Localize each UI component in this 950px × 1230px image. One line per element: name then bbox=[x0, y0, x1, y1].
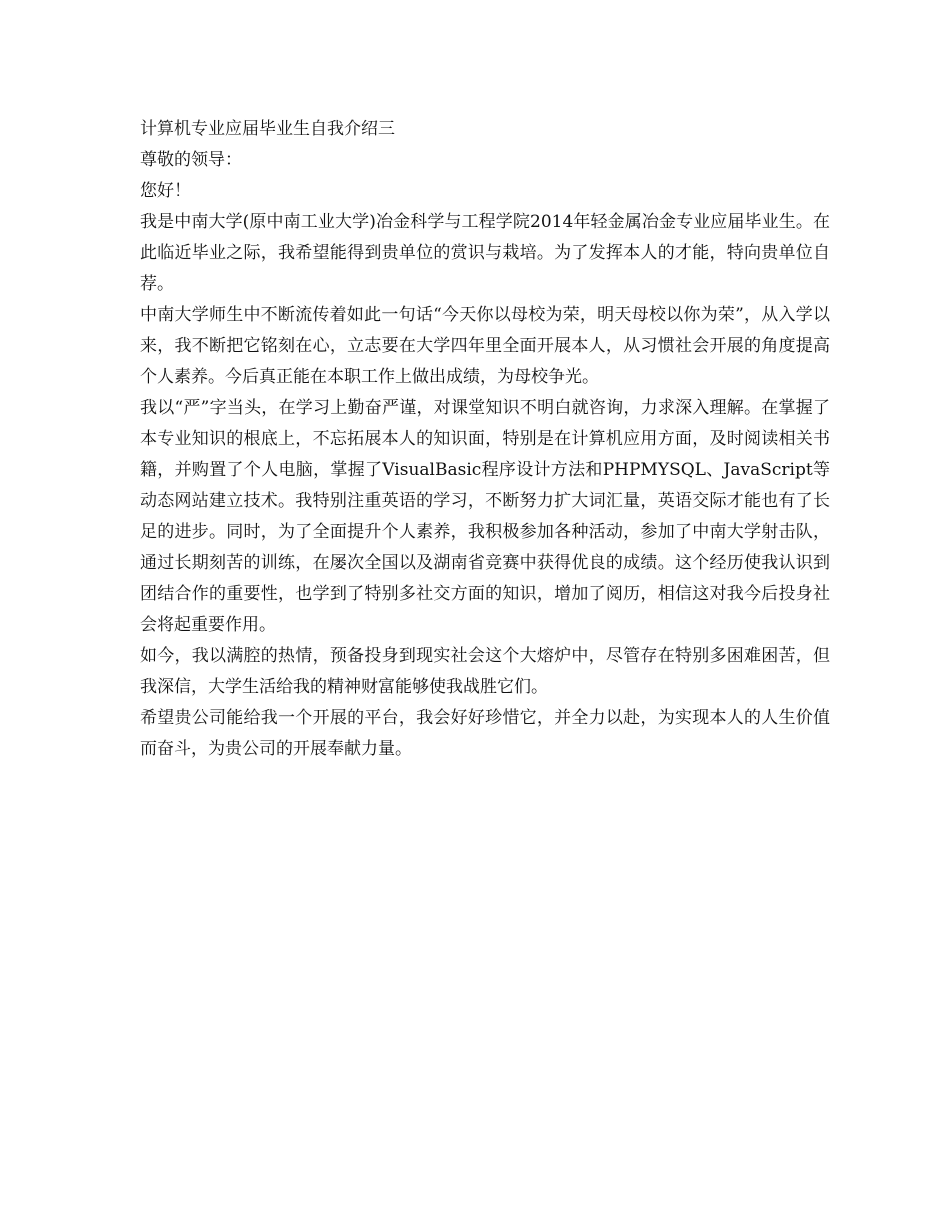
paragraph-intro: 我是中南大学(原中南工业大学)冶金科学与工程学院2014年轻金属冶金专业应届毕业生。在此临近毕业之际，我希望能得到贵单位的赏识与栽培。为了发挥本人的才能，特向贵单位自荐。 bbox=[140, 212, 830, 294]
greeting: 您好！ bbox=[140, 181, 191, 201]
paragraph-study: 我以“严”字当头，在学习上勤奋严谨，对课堂知识不明白就咨询，力求深入理解。在掌握了本专业知识的根底上，不忘拓展本人的知识面，特别是在计算机应用方面，及时阅读相关书籍，并购置了个人电脑，掌握了VisualBasic程序设计方法和PHPMYSQL、JavaScript等动态网站建立技术。我特别注重英语的学习，不断努力扩大词汇量，英语交际才能也有了长足的进步。同时，为了全面提升个人素养，我积极参加各种活动，参加了中南大学射击队，通过长期刻苦的训练，在屡次全国以及湖南省竞赛中获得优良的成绩。这个经历使我认识到团结合作的重要性，也学到了特别多社交方面的知识，增加了阅历，相信这对我今后投身社会将起重要作用。 bbox=[140, 398, 830, 635]
document-page bbox=[140, 114, 830, 765]
paragraph-outlook: 如今，我以满腔的热情，预备投身到现实社会这个大熔炉中，尽管存在特别多困难困苦，但我深信，大学生活给我的精神财富能够使我战胜它们。 bbox=[140, 646, 830, 697]
paragraph-closing: 希望贵公司能给我一个开展的平台，我会好好珍惜它，并全力以赴，为实现本人的人生价值而奋斗，为贵公司的开展奉献力量。 bbox=[140, 708, 830, 759]
salutation: 尊敬的领导： bbox=[140, 150, 242, 170]
document-title: 计算机专业应届毕业生自我介绍三 bbox=[140, 119, 395, 139]
paragraph-motto: 中南大学师生中不断流传着如此一句话“今天你以母校为荣，明天母校以你为荣”，从入学以来，我不断把它铭刻在心，立志要在大学四年里全面开展本人，从习惯社会开展的角度提高个人素养。今后真正能在本职工作上做出成绩，为母校争光。 bbox=[140, 305, 830, 387]
